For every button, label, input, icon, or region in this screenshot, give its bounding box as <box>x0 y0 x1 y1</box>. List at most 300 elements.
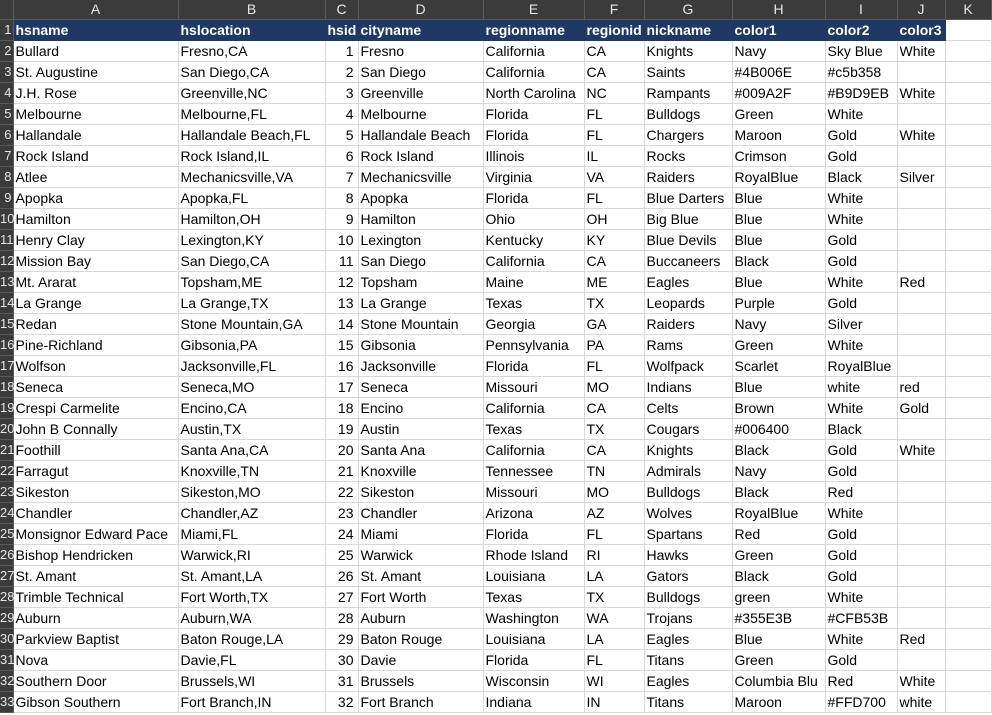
cell-a25[interactable]: Monsignor Edward Pace <box>13 524 178 545</box>
cell-i33[interactable]: #FFD700 <box>825 692 897 713</box>
cell-j4[interactable]: White <box>897 83 945 104</box>
cell-a11[interactable]: Henry Clay <box>13 230 178 251</box>
cell-j7[interactable] <box>897 146 945 167</box>
cell-f20[interactable]: TX <box>584 419 644 440</box>
cell-g16[interactable]: Rams <box>644 335 732 356</box>
cell-b14[interactable]: La Grange,TX <box>178 293 325 314</box>
cell-g1[interactable]: nickname <box>644 20 732 41</box>
cell-i7[interactable]: Gold <box>825 146 897 167</box>
cell-g24[interactable]: Wolves <box>644 503 732 524</box>
cell-d2[interactable]: Fresno <box>358 41 483 62</box>
cell-b25[interactable]: Miami,FL <box>178 524 325 545</box>
row-header-2[interactable]: 2 <box>0 41 13 62</box>
cell-k1[interactable] <box>945 20 991 41</box>
cell-k7[interactable] <box>945 146 991 167</box>
cell-k25[interactable] <box>945 524 991 545</box>
cell-e5[interactable]: Florida <box>483 104 584 125</box>
cell-d6[interactable]: Hallandale Beach <box>358 125 483 146</box>
row-header-14[interactable]: 14 <box>0 293 13 314</box>
cell-b9[interactable]: Apopka,FL <box>178 188 325 209</box>
cell-b24[interactable]: Chandler,AZ <box>178 503 325 524</box>
cell-f6[interactable]: FL <box>584 125 644 146</box>
cell-j15[interactable] <box>897 314 945 335</box>
cell-h25[interactable]: Red <box>732 524 825 545</box>
cell-f11[interactable]: KY <box>584 230 644 251</box>
cell-f1[interactable]: regionid <box>584 20 644 41</box>
cell-e22[interactable]: Tennessee <box>483 461 584 482</box>
cell-e31[interactable]: Florida <box>483 650 584 671</box>
cell-i1[interactable]: color2 <box>825 20 897 41</box>
cell-i31[interactable]: Gold <box>825 650 897 671</box>
row-header-24[interactable]: 24 <box>0 503 13 524</box>
column-header-h[interactable]: H <box>732 0 825 20</box>
row-header-16[interactable]: 16 <box>0 335 13 356</box>
cell-h24[interactable]: RoyalBlue <box>732 503 825 524</box>
cell-g11[interactable]: Blue Devils <box>644 230 732 251</box>
cell-b23[interactable]: Sikeston,MO <box>178 482 325 503</box>
cell-h31[interactable]: Green <box>732 650 825 671</box>
cell-f4[interactable]: NC <box>584 83 644 104</box>
cell-d32[interactable]: Brussels <box>358 671 483 692</box>
cell-c14[interactable]: 13 <box>325 293 358 314</box>
cell-a13[interactable]: Mt. Ararat <box>13 272 178 293</box>
cell-g10[interactable]: Big Blue <box>644 209 732 230</box>
cell-d31[interactable]: Davie <box>358 650 483 671</box>
cell-f14[interactable]: TX <box>584 293 644 314</box>
cell-k12[interactable] <box>945 251 991 272</box>
cell-j6[interactable]: White <box>897 125 945 146</box>
cell-j10[interactable] <box>897 209 945 230</box>
cell-j33[interactable]: white <box>897 692 945 713</box>
cell-g23[interactable]: Bulldogs <box>644 482 732 503</box>
cell-j19[interactable]: Gold <box>897 398 945 419</box>
cell-e29[interactable]: Washington <box>483 608 584 629</box>
cell-c27[interactable]: 26 <box>325 566 358 587</box>
cell-e24[interactable]: Arizona <box>483 503 584 524</box>
cell-a12[interactable]: Mission Bay <box>13 251 178 272</box>
cell-i17[interactable]: RoyalBlue <box>825 356 897 377</box>
cell-e20[interactable]: Texas <box>483 419 584 440</box>
cell-k9[interactable] <box>945 188 991 209</box>
cell-k10[interactable] <box>945 209 991 230</box>
cell-j21[interactable]: White <box>897 440 945 461</box>
cell-e27[interactable]: Louisiana <box>483 566 584 587</box>
cell-b1[interactable]: hslocation <box>178 20 325 41</box>
cell-f27[interactable]: LA <box>584 566 644 587</box>
cell-j29[interactable] <box>897 608 945 629</box>
select-all-corner[interactable] <box>0 0 13 20</box>
cell-h33[interactable]: Maroon <box>732 692 825 713</box>
cell-i22[interactable]: Gold <box>825 461 897 482</box>
cell-h10[interactable]: Blue <box>732 209 825 230</box>
cell-i5[interactable]: White <box>825 104 897 125</box>
cell-a18[interactable]: Seneca <box>13 377 178 398</box>
cell-h1[interactable]: color1 <box>732 20 825 41</box>
cell-i19[interactable]: White <box>825 398 897 419</box>
cell-g19[interactable]: Celts <box>644 398 732 419</box>
cell-c30[interactable]: 29 <box>325 629 358 650</box>
row-header-18[interactable]: 18 <box>0 377 13 398</box>
cell-b7[interactable]: Rock Island,IL <box>178 146 325 167</box>
cell-j22[interactable] <box>897 461 945 482</box>
cell-f13[interactable]: ME <box>584 272 644 293</box>
row-header-12[interactable]: 12 <box>0 251 13 272</box>
cell-k30[interactable] <box>945 629 991 650</box>
cell-a7[interactable]: Rock Island <box>13 146 178 167</box>
cell-f25[interactable]: FL <box>584 524 644 545</box>
cell-e13[interactable]: Maine <box>483 272 584 293</box>
cell-d15[interactable]: Stone Mountain <box>358 314 483 335</box>
cell-b10[interactable]: Hamilton,OH <box>178 209 325 230</box>
cell-c12[interactable]: 11 <box>325 251 358 272</box>
cell-f22[interactable]: TN <box>584 461 644 482</box>
row-header-1[interactable]: 1 <box>0 20 13 41</box>
cell-i30[interactable]: White <box>825 629 897 650</box>
cell-c5[interactable]: 4 <box>325 104 358 125</box>
cell-i6[interactable]: Gold <box>825 125 897 146</box>
row-header-25[interactable]: 25 <box>0 524 13 545</box>
cell-a1[interactable]: hsname <box>13 20 178 41</box>
row-header-10[interactable]: 10 <box>0 209 13 230</box>
cell-i15[interactable]: Silver <box>825 314 897 335</box>
cell-a14[interactable]: La Grange <box>13 293 178 314</box>
cell-e9[interactable]: Florida <box>483 188 584 209</box>
cell-c32[interactable]: 31 <box>325 671 358 692</box>
cell-j3[interactable] <box>897 62 945 83</box>
cell-e33[interactable]: Indiana <box>483 692 584 713</box>
cell-g4[interactable]: Rampants <box>644 83 732 104</box>
cell-c11[interactable]: 10 <box>325 230 358 251</box>
cell-f23[interactable]: MO <box>584 482 644 503</box>
cell-c9[interactable]: 8 <box>325 188 358 209</box>
cell-a22[interactable]: Farragut <box>13 461 178 482</box>
cell-h23[interactable]: Black <box>732 482 825 503</box>
cell-h6[interactable]: Maroon <box>732 125 825 146</box>
cell-i18[interactable]: white <box>825 377 897 398</box>
row-header-27[interactable]: 27 <box>0 566 13 587</box>
cell-g32[interactable]: Eagles <box>644 671 732 692</box>
cell-f28[interactable]: TX <box>584 587 644 608</box>
cell-e10[interactable]: Ohio <box>483 209 584 230</box>
cell-g13[interactable]: Eagles <box>644 272 732 293</box>
cell-c18[interactable]: 17 <box>325 377 358 398</box>
cell-h27[interactable]: Black <box>732 566 825 587</box>
cell-i11[interactable]: Gold <box>825 230 897 251</box>
cell-e3[interactable]: California <box>483 62 584 83</box>
column-header-a[interactable]: A <box>13 0 178 20</box>
row-header-11[interactable]: 11 <box>0 230 13 251</box>
cell-f16[interactable]: PA <box>584 335 644 356</box>
cell-k26[interactable] <box>945 545 991 566</box>
cell-b30[interactable]: Baton Rouge,LA <box>178 629 325 650</box>
cell-c29[interactable]: 28 <box>325 608 358 629</box>
cell-d19[interactable]: Encino <box>358 398 483 419</box>
cell-e12[interactable]: California <box>483 251 584 272</box>
cell-h12[interactable]: Black <box>732 251 825 272</box>
cell-g20[interactable]: Cougars <box>644 419 732 440</box>
cell-f10[interactable]: OH <box>584 209 644 230</box>
cell-d12[interactable]: San Diego <box>358 251 483 272</box>
cell-h8[interactable]: RoyalBlue <box>732 167 825 188</box>
cell-b22[interactable]: Knoxville,TN <box>178 461 325 482</box>
column-header-c[interactable]: C <box>325 0 358 20</box>
cell-h13[interactable]: Blue <box>732 272 825 293</box>
cell-d22[interactable]: Knoxville <box>358 461 483 482</box>
cell-a16[interactable]: Pine-Richland <box>13 335 178 356</box>
cell-j25[interactable] <box>897 524 945 545</box>
cell-c3[interactable]: 2 <box>325 62 358 83</box>
cell-a19[interactable]: Crespi Carmelite <box>13 398 178 419</box>
cell-f7[interactable]: IL <box>584 146 644 167</box>
cell-a15[interactable]: Redan <box>13 314 178 335</box>
cell-b32[interactable]: Brussels,WI <box>178 671 325 692</box>
cell-a24[interactable]: Chandler <box>13 503 178 524</box>
cell-e19[interactable]: California <box>483 398 584 419</box>
cell-f18[interactable]: MO <box>584 377 644 398</box>
cell-h17[interactable]: Scarlet <box>732 356 825 377</box>
cell-b18[interactable]: Seneca,MO <box>178 377 325 398</box>
row-header-33[interactable]: 33 <box>0 692 13 713</box>
cell-c25[interactable]: 24 <box>325 524 358 545</box>
cell-e26[interactable]: Rhode Island <box>483 545 584 566</box>
cell-h4[interactable]: #009A2F <box>732 83 825 104</box>
cell-k16[interactable] <box>945 335 991 356</box>
cell-d28[interactable]: Fort Worth <box>358 587 483 608</box>
column-header-e[interactable]: E <box>483 0 584 20</box>
row-header-3[interactable]: 3 <box>0 62 13 83</box>
cell-e15[interactable]: Georgia <box>483 314 584 335</box>
row-header-17[interactable]: 17 <box>0 356 13 377</box>
cell-j8[interactable]: Silver <box>897 167 945 188</box>
row-header-28[interactable]: 28 <box>0 587 13 608</box>
cell-j30[interactable]: Red <box>897 629 945 650</box>
cell-k5[interactable] <box>945 104 991 125</box>
cell-i4[interactable]: #B9D9EB <box>825 83 897 104</box>
cell-i12[interactable]: Gold <box>825 251 897 272</box>
cell-g7[interactable]: Rocks <box>644 146 732 167</box>
cell-j31[interactable] <box>897 650 945 671</box>
cell-j23[interactable] <box>897 482 945 503</box>
row-header-7[interactable]: 7 <box>0 146 13 167</box>
cell-f32[interactable]: WI <box>584 671 644 692</box>
cell-k29[interactable] <box>945 608 991 629</box>
cell-e4[interactable]: North Carolina <box>483 83 584 104</box>
cell-a10[interactable]: Hamilton <box>13 209 178 230</box>
cell-j32[interactable]: White <box>897 671 945 692</box>
row-header-5[interactable]: 5 <box>0 104 13 125</box>
cell-c20[interactable]: 19 <box>325 419 358 440</box>
cell-g14[interactable]: Leopards <box>644 293 732 314</box>
cell-e17[interactable]: Florida <box>483 356 584 377</box>
column-header-i[interactable]: I <box>825 0 897 20</box>
column-header-f[interactable]: F <box>584 0 644 20</box>
cell-d13[interactable]: Topsham <box>358 272 483 293</box>
column-header-g[interactable]: G <box>644 0 732 20</box>
cell-c10[interactable]: 9 <box>325 209 358 230</box>
cell-g9[interactable]: Blue Darters <box>644 188 732 209</box>
cell-b11[interactable]: Lexington,KY <box>178 230 325 251</box>
cell-d1[interactable]: cityname <box>358 20 483 41</box>
cell-j17[interactable] <box>897 356 945 377</box>
cell-i3[interactable]: #c5b358 <box>825 62 897 83</box>
cell-i10[interactable]: White <box>825 209 897 230</box>
cell-h15[interactable]: Navy <box>732 314 825 335</box>
cell-b13[interactable]: Topsham,ME <box>178 272 325 293</box>
cell-a29[interactable]: Auburn <box>13 608 178 629</box>
cell-h28[interactable]: green <box>732 587 825 608</box>
row-header-13[interactable]: 13 <box>0 272 13 293</box>
cell-h30[interactable]: Blue <box>732 629 825 650</box>
cell-i20[interactable]: Black <box>825 419 897 440</box>
cell-a6[interactable]: Hallandale <box>13 125 178 146</box>
cell-i23[interactable]: Red <box>825 482 897 503</box>
cell-c4[interactable]: 3 <box>325 83 358 104</box>
cell-d29[interactable]: Auburn <box>358 608 483 629</box>
cell-h19[interactable]: Brown <box>732 398 825 419</box>
cell-c1[interactable]: hsid <box>325 20 358 41</box>
row-header-19[interactable]: 19 <box>0 398 13 419</box>
cell-e6[interactable]: Florida <box>483 125 584 146</box>
cell-f33[interactable]: IN <box>584 692 644 713</box>
row-header-26[interactable]: 26 <box>0 545 13 566</box>
cell-a33[interactable]: Gibson Southern <box>13 692 178 713</box>
cell-k23[interactable] <box>945 482 991 503</box>
cell-a20[interactable]: John B Connally <box>13 419 178 440</box>
cell-g26[interactable]: Hawks <box>644 545 732 566</box>
cell-e1[interactable]: regionname <box>483 20 584 41</box>
cell-k20[interactable] <box>945 419 991 440</box>
cell-g6[interactable]: Chargers <box>644 125 732 146</box>
cell-i25[interactable]: Gold <box>825 524 897 545</box>
cell-k31[interactable] <box>945 650 991 671</box>
cell-i13[interactable]: White <box>825 272 897 293</box>
cell-c17[interactable]: 16 <box>325 356 358 377</box>
cell-k11[interactable] <box>945 230 991 251</box>
cell-c24[interactable]: 23 <box>325 503 358 524</box>
cell-b33[interactable]: Fort Branch,IN <box>178 692 325 713</box>
cell-g18[interactable]: Indians <box>644 377 732 398</box>
row-header-8[interactable]: 8 <box>0 167 13 188</box>
cell-d21[interactable]: Santa Ana <box>358 440 483 461</box>
cell-g33[interactable]: Titans <box>644 692 732 713</box>
row-header-9[interactable]: 9 <box>0 188 13 209</box>
cell-c15[interactable]: 14 <box>325 314 358 335</box>
cell-h14[interactable]: Purple <box>732 293 825 314</box>
row-header-22[interactable]: 22 <box>0 461 13 482</box>
cell-c8[interactable]: 7 <box>325 167 358 188</box>
row-header-29[interactable]: 29 <box>0 608 13 629</box>
cell-e2[interactable]: California <box>483 41 584 62</box>
cell-b5[interactable]: Melbourne,FL <box>178 104 325 125</box>
cell-d7[interactable]: Rock Island <box>358 146 483 167</box>
cell-c19[interactable]: 18 <box>325 398 358 419</box>
cell-j28[interactable] <box>897 587 945 608</box>
cell-g28[interactable]: Bulldogs <box>644 587 732 608</box>
cell-b21[interactable]: Santa Ana,CA <box>178 440 325 461</box>
cell-d10[interactable]: Hamilton <box>358 209 483 230</box>
cell-i21[interactable]: Gold <box>825 440 897 461</box>
cell-d24[interactable]: Chandler <box>358 503 483 524</box>
cell-h29[interactable]: #355E3B <box>732 608 825 629</box>
cell-a32[interactable]: Southern Door <box>13 671 178 692</box>
cell-k32[interactable] <box>945 671 991 692</box>
cell-d14[interactable]: La Grange <box>358 293 483 314</box>
cell-d9[interactable]: Apopka <box>358 188 483 209</box>
cell-e23[interactable]: Missouri <box>483 482 584 503</box>
cell-g17[interactable]: Wolfpack <box>644 356 732 377</box>
cell-d26[interactable]: Warwick <box>358 545 483 566</box>
cell-f19[interactable]: CA <box>584 398 644 419</box>
cell-c2[interactable]: 1 <box>325 41 358 62</box>
cell-k14[interactable] <box>945 293 991 314</box>
cell-j24[interactable] <box>897 503 945 524</box>
cell-c6[interactable]: 5 <box>325 125 358 146</box>
column-header-j[interactable]: J <box>897 0 945 20</box>
cell-i27[interactable]: Gold <box>825 566 897 587</box>
cell-b16[interactable]: Gibsonia,PA <box>178 335 325 356</box>
cell-a8[interactable]: Atlee <box>13 167 178 188</box>
cell-g31[interactable]: Titans <box>644 650 732 671</box>
cell-g2[interactable]: Knights <box>644 41 732 62</box>
cell-e28[interactable]: Texas <box>483 587 584 608</box>
cell-a26[interactable]: Bishop Hendricken <box>13 545 178 566</box>
cell-c33[interactable]: 32 <box>325 692 358 713</box>
cell-g8[interactable]: Raiders <box>644 167 732 188</box>
cell-b12[interactable]: San Diego,CA <box>178 251 325 272</box>
cell-f2[interactable]: CA <box>584 41 644 62</box>
cell-g3[interactable]: Saints <box>644 62 732 83</box>
cell-c22[interactable]: 21 <box>325 461 358 482</box>
cell-j12[interactable] <box>897 251 945 272</box>
cell-c31[interactable]: 30 <box>325 650 358 671</box>
cell-a5[interactable]: Melbourne <box>13 104 178 125</box>
column-header-b[interactable]: B <box>178 0 325 20</box>
cell-f26[interactable]: RI <box>584 545 644 566</box>
cell-d5[interactable]: Melbourne <box>358 104 483 125</box>
row-header-23[interactable]: 23 <box>0 482 13 503</box>
cell-k13[interactable] <box>945 272 991 293</box>
cell-f9[interactable]: FL <box>584 188 644 209</box>
cell-k27[interactable] <box>945 566 991 587</box>
cell-i28[interactable]: White <box>825 587 897 608</box>
cell-d4[interactable]: Greenville <box>358 83 483 104</box>
cell-i32[interactable]: Red <box>825 671 897 692</box>
cell-d20[interactable]: Austin <box>358 419 483 440</box>
cell-j11[interactable] <box>897 230 945 251</box>
cell-b31[interactable]: Davie,FL <box>178 650 325 671</box>
cell-g22[interactable]: Admirals <box>644 461 732 482</box>
cell-k19[interactable] <box>945 398 991 419</box>
cell-h20[interactable]: #006400 <box>732 419 825 440</box>
cell-f5[interactable]: FL <box>584 104 644 125</box>
cell-b2[interactable]: Fresno,CA <box>178 41 325 62</box>
cell-b15[interactable]: Stone Mountain,GA <box>178 314 325 335</box>
column-header-k[interactable]: K <box>945 0 991 20</box>
cell-d8[interactable]: Mechanicsville <box>358 167 483 188</box>
cell-b27[interactable]: St. Amant,LA <box>178 566 325 587</box>
cell-j27[interactable] <box>897 566 945 587</box>
cell-h26[interactable]: Green <box>732 545 825 566</box>
cell-c21[interactable]: 20 <box>325 440 358 461</box>
cell-f12[interactable]: CA <box>584 251 644 272</box>
cell-i2[interactable]: Sky Blue <box>825 41 897 62</box>
cell-c28[interactable]: 27 <box>325 587 358 608</box>
cell-c26[interactable]: 25 <box>325 545 358 566</box>
cell-c7[interactable]: 6 <box>325 146 358 167</box>
cell-e11[interactable]: Kentucky <box>483 230 584 251</box>
cell-a9[interactable]: Apopka <box>13 188 178 209</box>
cell-h21[interactable]: Black <box>732 440 825 461</box>
